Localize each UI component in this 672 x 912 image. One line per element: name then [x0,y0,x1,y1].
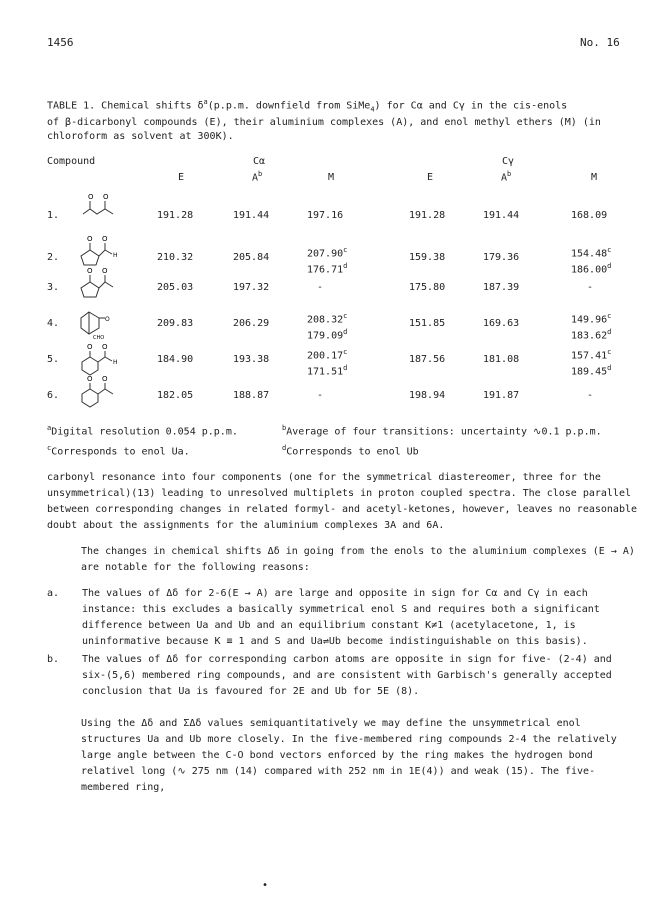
ca-M: - [317,390,324,401]
cg-E: 151.85 [409,318,446,329]
table-row [47,193,637,236]
footnote-b: $^b$Average of four transitions: uncertainty ∿0.1 p.p.m. [282,424,602,438]
svg-text:CHO: CHO [93,335,105,340]
col-ca-M: M [328,172,335,183]
svg-text:O: O [105,316,110,323]
acetylcyclohexanone-structure-icon [75,374,135,408]
ca-A: 191.44 [233,210,270,221]
acetylcyclopentanone-structure-icon [75,266,135,300]
svg-text:O: O [103,193,109,201]
row-number: 5. [47,354,60,365]
cg-M: - [587,282,594,293]
cg-M: 157.41$^c$ 189.45$^d$ [571,348,612,378]
ca-A: 197.32 [233,282,270,293]
cg-A: 179.36 [483,252,520,263]
cg-A: 191.87 [483,390,520,401]
ca-A: 193.38 [233,354,270,365]
col-ca-A: $A^b$ [252,170,263,184]
svg-text:O: O [102,267,108,275]
svg-text:O: O [87,343,93,351]
col-cg-M: M [591,172,598,183]
footnote-a: $^a$Digital resolution 0.054 p.p.m. [47,424,238,438]
col-cg-E: E [427,172,434,183]
paragraph-1: carbonyl resonance into four components (one for the symmetrical diastereomer, three for the unsymmetrical)(13) leading to unresolved multiplets in proton coupled spectra. The close parallel between corresponding changes in related formyl- and acetyl-ketones, however, leaves no reasonable doubt about the assignments for the aluminium complexes 3A and 6A. [47,472,638,531]
list-item-a: a. The values of Δδ for 2-6(E → A) are large and opposite in sign for Cα and Cγ in each instance: this excludes a basically symmetrical enol S and requires both a significant difference between Ua and Ub and an equilibrium constant K≠1 (acetylacetone, 1, is uninformative because K ≡ 1 and S and Ua⇌Ub become indistinguishable on this basis). [47,588,600,647]
table-row [47,343,637,388]
cg-M: 149.96$^c$ 183.62$^d$ [571,312,612,342]
cg-E: 159.38 [409,252,446,263]
footnote-d: $^d$Corresponds to enol Ub [282,444,419,458]
cg-M: - [587,390,594,401]
row-number: 4. [47,318,60,329]
decorative-dot: • [262,880,269,891]
svg-text:H: H [113,252,118,259]
svg-text:O: O [87,375,93,383]
ca-E: 210.32 [157,252,194,263]
col-cgamma: Cγ [502,156,515,167]
issue-number: No. 16 [580,36,620,49]
ca-E: 209.83 [157,318,194,329]
bicyclic-formylketone-structure-icon [75,306,135,340]
col-cg-A: $A^b$ [501,170,512,184]
list-item-b: b. The values of Δδ for corresponding carbon atoms are opposite in sign for five- (2-4) and six-(5,6) membered ring compounds, and are consistent with Garbisch's generally accepted conclusion that Ua is favoured for 2E and Ub for 5E (8). [47,654,612,697]
ca-M: 207.90$^c$ 176.71$^d$ [307,246,348,276]
cg-A: 187.39 [483,282,520,293]
paragraph-2: The changes in chemical shifts Δδ in going from the enols to the aluminium complexes (E → A) are notable for the following reasons: [81,546,635,573]
cg-E: 175.80 [409,282,446,293]
ca-E: 205.03 [157,282,194,293]
cg-M: 154.48$^c$ 186.00$^d$ [571,246,612,276]
footnote-c: $^c$Corresponds to enol Ua. [47,444,190,458]
cg-M: 168.09 [571,210,608,221]
ca-M: - [317,282,324,293]
row-number: 1. [47,210,60,221]
table-row [47,375,637,426]
ca-M: 208.32$^c$ 179.09$^d$ [307,312,348,342]
svg-text:O: O [88,193,94,201]
col-compound: Compound [47,156,96,167]
paragraph-3: Using the Δδ and ΣΔδ values semiquantitatively we may define the unsymmetrical enol structures Ua and Ub more closely. In the five-membered ring compounds 2-4 the relatively large angle between the C-O bond vectors enforced by the ring makes the hydrogen bond relativel long (∿ 275 nm (14) compared with 252 nm in 1E(4)) and weak (15). The five-membered ring, [81,718,617,793]
ca-M: 197.16 [307,210,344,221]
cg-E: 191.28 [409,210,446,221]
ca-A: 205.84 [233,252,270,263]
table-row [47,235,637,280]
svg-text:H: H [113,359,118,366]
cg-A: 191.44 [483,210,520,221]
row-number: 3. [47,282,60,293]
svg-text:O: O [102,343,108,351]
svg-text:O: O [102,375,108,383]
cg-E: 198.94 [409,390,446,401]
svg-text:O: O [87,235,93,243]
page-number: 1456 [47,36,74,49]
row-number: 6. [47,390,60,401]
row-number: 2. [47,252,60,263]
col-calpha: Cα [253,156,266,167]
ca-A: 188.87 [233,390,270,401]
svg-text:O: O [87,267,93,275]
cg-A: 169.63 [483,318,520,329]
table-caption: TABLE 1. Chemical shifts $\delta^a(p.p.m$. downfield from SiMe$_4$) for Cα and Cγ in the cis-enols of β-dicarbonyl compounds (E), their aluminium complexes (A), and enol methyl ethers (M) (in chloroform as solvent at 300K). [47,98,601,143]
ca-E: 182.05 [157,390,194,401]
svg-text:O: O [102,235,108,243]
ca-E: 191.28 [157,210,194,221]
ca-E: 184.90 [157,354,194,365]
formylcyclopentanone-structure-icon [75,234,135,268]
formylcyclohexanone-structure-icon [75,342,135,376]
cg-E: 187.56 [409,354,446,365]
acetylacetone-structure-icon [75,192,135,222]
ca-A: 206.29 [233,318,270,329]
cg-A: 181.08 [483,354,520,365]
col-ca-E: E [178,172,185,183]
ca-M: 200.17$^c$ 171.51$^d$ [307,348,348,378]
